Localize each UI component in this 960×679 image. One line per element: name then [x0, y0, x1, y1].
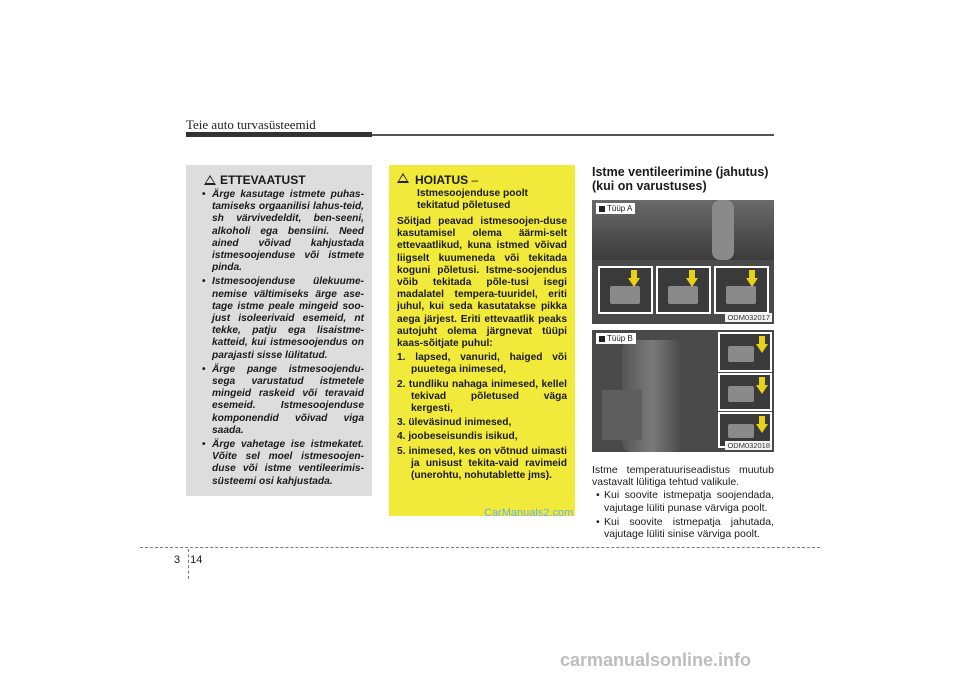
- warning-item: 5. inimesed, kes on võtnud uimasti ja unisust tekita-vaid ravimeid (unerohtu, nohutablette jms).: [397, 445, 567, 482]
- switch-inset: [714, 266, 769, 314]
- image-tag: Tüüp A: [596, 203, 635, 214]
- image-type-a: [592, 200, 774, 324]
- footer-rule: [140, 547, 820, 548]
- caution-item: • Ärge pange istmesoojendu-sega varustatud istmetele mingeid raskeid või teravaid esemeid. Istmesoojenduse komponendid võivad viga saada.: [194, 364, 364, 437]
- chapter-number: 3: [174, 554, 181, 566]
- arrow-icon: [756, 344, 768, 353]
- caution-item: • Ärge vahetage ise istmekatet. Võite sel moel istmesoojen-duse või istme ventileerimis-süsteemi osi kahjustada.: [194, 439, 364, 488]
- switch-inset: [718, 332, 772, 372]
- description-item: • Kui soovite istmepatja soojendada, vajutage lüliti punase värviga poolt.: [592, 489, 774, 513]
- description-text: Istme temperatuuriseadistus muutub vastavalt lülitiga tehtud valikule.: [592, 464, 774, 489]
- arrow-icon: [686, 278, 698, 287]
- switch-inset: [718, 373, 772, 411]
- section-description: [592, 464, 774, 542]
- image-code: ODM032017: [727, 313, 770, 322]
- warning-item: 3. üleväsinud inimesed,: [397, 417, 512, 429]
- warning-triangle-icon: [204, 175, 216, 185]
- caution-item: • Ärge kasutage istmete puhas-tamiseks orgaanilisi lahus-teid, sh värvivedeldit, ben-seeni, alkoholi ega bensiini. Need ained võivad kahjustada istmesoojenduse või istmete pinda.: [194, 189, 364, 274]
- switch-inset: [656, 266, 711, 314]
- bottom-watermark: carmanualsonline.info: [560, 650, 752, 670]
- section-title: Istme ventileerimine (jahutus) (kui on varustuses): [592, 165, 769, 193]
- header-bar: [186, 132, 372, 137]
- page-index: 14: [190, 554, 203, 566]
- switch-inset: [598, 266, 653, 314]
- arrow-icon: [756, 424, 768, 433]
- arrow-icon: [628, 278, 640, 287]
- header-rule: [372, 134, 774, 136]
- warning-item: 1. lapsed, vanurid, haiged või puuetega inimesed,: [397, 352, 567, 376]
- image-type-b: [592, 330, 774, 452]
- warning-body: Sõitjad peavad istmesoojen-duse kasutamisel olema äärmi-selt ettevaatlikud, kuna istmed võivad liigselt kuumeneda või tekitada koguni põletusi. Istme-soojendus võib tekitada põle-tusi isegi madalatel tempera-tuuridel, eriti juhul, kui seda kasutatakse pikka aega järjest. Eriti ettevaatlik peaks autojuht olema järgnevat tüüpi kaas-sõitjate puhul:: [397, 216, 567, 350]
- warning-item: 2. tundliku nahaga inimesed, kellel tekivad põletused väga kergesti,: [397, 378, 567, 415]
- arrow-icon: [756, 385, 768, 394]
- warning-subtitle: Istmesoojenduse poolt tekitatud põletused: [417, 188, 528, 211]
- warning-title: HOIATUS –: [415, 173, 479, 187]
- arrow-icon: [746, 278, 758, 287]
- warning-box: [389, 165, 575, 516]
- watermark: CarManuals2.com: [484, 507, 574, 519]
- description-item: • Kui soovite istmepatja jahutada, vajutage lüliti sinise värviga poolt.: [592, 516, 774, 540]
- caution-heading: [204, 173, 364, 187]
- description-list: [592, 489, 774, 540]
- caution-item: • Istmesoojenduse ülekuume-nemise vältimiseks ärge ase-tage istme peale mingeid soo-just isoleerivaid esemeid, nt tekke, patju ega lisaistme-katteid, kui istmesoojendus on parajasti sisse lülitatud.: [194, 276, 364, 361]
- caution-list: [194, 189, 364, 488]
- warning-triangle-icon: [397, 173, 409, 183]
- image-tag: Tüüp B: [596, 333, 636, 344]
- warning-item: 4. joobeseisundis isikud,: [397, 431, 518, 443]
- page-number: [174, 554, 202, 566]
- caution-box: [186, 165, 372, 496]
- warning-list: [397, 352, 567, 482]
- header-title: Teie auto turvasüsteemid: [186, 117, 316, 132]
- image-code: ODM032018: [727, 441, 770, 450]
- warning-heading: [397, 173, 567, 187]
- caution-title: ETTEVAATUST: [220, 173, 306, 187]
